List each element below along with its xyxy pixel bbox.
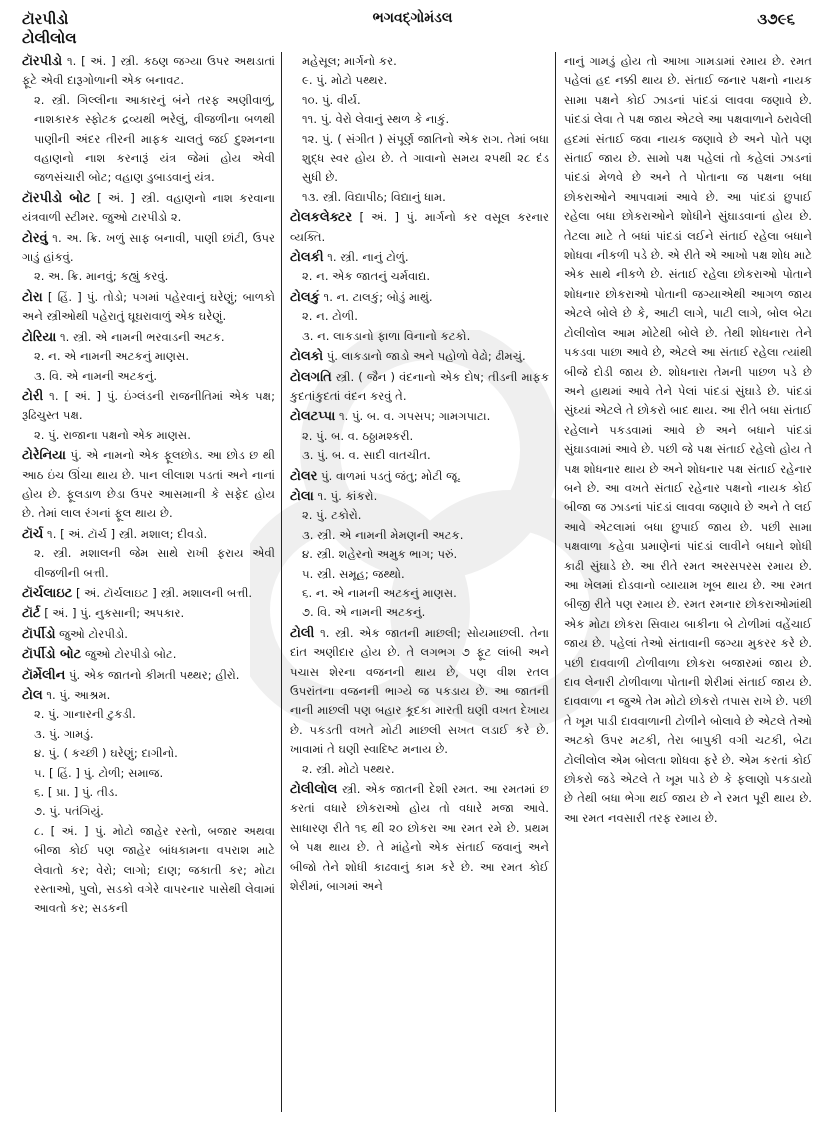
- column-middle: [281, 52, 555, 1112]
- headword: ટોલ: [22, 688, 43, 703]
- definition-text: સ્ત્રી. ( જૈન ) વંદનાનો એક દોષ; તીડની માફક કુદતાંકુદતાં વંદન કરવું તે.: [290, 369, 550, 403]
- headword: ટૉર્ચલાઇટ: [22, 585, 73, 601]
- sense: ૧૧. પું. વેરો લેવાનું સ્થળ કે નાકું.: [302, 112, 450, 127]
- headword: ટૉર્ચ: [22, 526, 44, 542]
- entry-definition: [22, 189, 275, 228]
- dictionary-entry: [22, 686, 275, 919]
- sense: મહેસૂલ; માર્ગનો કર.: [302, 54, 397, 68]
- dictionary-entry: [564, 52, 812, 828]
- dictionary-entry: [290, 624, 549, 779]
- sense: ૮. [ અં. ] પું. મોટો જાહેર રસ્તો, બજાર અથવા બીજા કોઈ પણ જાહેર બાંધકામના વપરાશ માટે લેવાતો કર; વેરો; લાગો; દાણ; જકાતી કર; મોટા રસ્તાઓ, પુલો, સડકો વગેરે વાપરનાર પાસેથી લેવામાં આવતો કર; સડકની: [34, 823, 275, 916]
- sense: ૩. સ્ત્રી. એ નામની મેમણની અટક.: [302, 527, 464, 542]
- headword: ટોલીલોલ: [290, 782, 338, 798]
- definition-text: ૧. સ્ત્રી. એક જાતની માછલી; સોયમાછલી. તેના દાંત અણીદાર હોય છે. તે લગભગ ૭ ફૂટ લાંબી અને પચાસ શેરના વજનની થાય છે, પણ વીશ રતલ ઉપરાંતના વજનની ભાગ્યે જ પકડાય છે. આ જાતની નાની માછલી પણ બહાર કૂદકા મારતી ઘણી વખત દેખાય છે. પકડતી વખતે મોટી માછલી સખત લડાઈ કરે છે. ખાવામાં તે ઘણી સ્વાદિષ્ટ મનાય છે.: [290, 625, 549, 757]
- sense: ૩. વિ. એ નામની અટકનું.: [34, 368, 158, 383]
- headword: ટોરા: [22, 289, 43, 305]
- headword: ટોલગતિ: [290, 369, 332, 385]
- sense: ૭. વિ. એ નામની અટકનું.: [302, 605, 426, 620]
- sense: ૨. ન. એક જાતનું ચર્મવાદ્ય.: [302, 269, 431, 284]
- sense: ૫. [ હિં. ] પું. ટોળી; સમાજ.: [34, 765, 164, 780]
- sense: ૨. સ્ત્રી. મશાલની જેમ સાથે રાખી ફરાય એવી વીજળીની બત્તી.: [34, 546, 275, 580]
- sense: ૪. સ્ત્રી. શહેરનો અમુક ભાગ; પરું.: [302, 547, 458, 562]
- definition-text: [ અં. ] પું. માર્ગનો કર વસૂલ કરનાર વ્યક્તિ.: [290, 210, 549, 244]
- dictionary-entry: [22, 288, 275, 327]
- headword: ટૉરપીડો: [22, 54, 63, 69]
- definition-text: ૧. અ. ક્રિ. ખળું સાફ બનાવી, પાણી છાંટી, ઉપર ગાડું હાંકવું.: [22, 230, 275, 265]
- entry-definition: [22, 666, 275, 685]
- dictionary-entry: [290, 52, 549, 207]
- sense: ૩. પું. બ. વ. સાદી વાતચીત.: [302, 448, 431, 463]
- headword: ટોલકલેક્ટર: [290, 210, 353, 226]
- entry-definition: [290, 780, 549, 896]
- dictionary-entry: [22, 446, 275, 524]
- dictionary-entry: [290, 467, 549, 486]
- definition-text: પું. એ નામનો એક ફૂલછોડ. આ છોડ છ થી આઠ ઇંચ ઊંચા થાય છે. પાન લીલાશ પડતાં અને નાનાં હોય છે. ફૂલડાળ છેડા ઉપર આસમાની કે સફેદ હોય છે. તેમાં લાલ રંગનાં ફૂલ થાય છે.: [22, 448, 276, 521]
- entry-definition: [22, 229, 275, 268]
- headword: ટોલકી: [290, 250, 324, 266]
- headword: ટોરવું: [22, 230, 48, 246]
- entry-definition: [290, 487, 549, 506]
- definition-text: [ અં. ] પું. નુકસાની; અપકાર.: [44, 606, 185, 621]
- dictionary-entry: [22, 666, 275, 685]
- sense: ૨. પું. બ. વ. ઠઠ્ઠામશ્કરી.: [302, 428, 414, 443]
- headword: ટોલર: [290, 468, 318, 484]
- guide-word-first: ટૉરપીડો: [22, 10, 69, 28]
- dictionary-entry: [22, 625, 275, 644]
- definition-text: ૧. સ્ત્રી. નાનું ટોળું.: [327, 250, 409, 265]
- column-left: [22, 52, 281, 1112]
- sense: ૨. પું. ગાનારની ટુકડી.: [34, 707, 136, 722]
- page-header: [0, 0, 825, 60]
- entry-definition: [22, 525, 275, 544]
- entry-definition: [290, 624, 549, 760]
- definition-text: [ અં. ] સ્ત્રી. વહાણનો નાશ કરવાના યંત્રવાળી સ્ટીમર. જુઓ ટારપીડો ૨.: [22, 190, 275, 225]
- entry-definition: [22, 446, 275, 524]
- entry-definition: [290, 467, 549, 486]
- dictionary-entry: [22, 645, 275, 664]
- definition-text: ૧. સ્ત્રી. એ નામની ભરવાડની અટક.: [60, 329, 225, 344]
- running-title: ભગવદ્ગોમંડલ: [372, 10, 453, 26]
- dictionary-entry: [290, 248, 549, 287]
- sense: ૯. પું. મોટો પથ્થર.: [302, 73, 388, 88]
- dictionary-entry: [290, 487, 549, 623]
- guide-word-last: ટોલીલોલ: [22, 29, 77, 47]
- sense: ૬. ન. એ નામની અટકનું માણસ.: [302, 585, 457, 600]
- headword: ટોલટપ્પા: [290, 409, 336, 425]
- headword: ટોરી: [22, 388, 44, 404]
- dictionary-entry: [22, 525, 275, 583]
- definition-text: [ અં. ટૉર્ચલાઇટ ] સ્ત્રી. મશાલની બત્તી.: [75, 585, 253, 600]
- sense: ૨. પું. ટકોરો.: [302, 508, 362, 523]
- definition-text: જુઓ ટોરપીડો.: [59, 626, 128, 641]
- column-right: [555, 52, 812, 1112]
- dictionary-entry: [22, 604, 275, 623]
- definition-text: પું. એક જાતનો કીમતી પથ્થર; હીરો.: [69, 667, 240, 682]
- entry-definition: [22, 387, 275, 426]
- dictionary-columns: [22, 52, 812, 1122]
- sense: ૪. પું. ( કચ્છી ) ઘરેણું; દાગીનો.: [34, 746, 178, 761]
- headword: ટોલકું: [290, 289, 320, 305]
- dictionary-entry: [22, 189, 275, 228]
- definition-text: ૧. પું. કાંકરો.: [317, 488, 378, 503]
- entry-definition: [290, 347, 549, 366]
- entry-definition: [22, 604, 275, 623]
- sense: ૨. સ્ત્રી. મોટો પથ્થર.: [302, 761, 395, 776]
- headword: ટૉર્પીડો: [22, 626, 56, 642]
- dictionary-entry: [290, 407, 549, 465]
- entry-definition: [22, 328, 275, 347]
- definition-text: ૧. [ અં. ] પું. ઇંગ્લંડની રાજનીતિમાં એક પક્ષ; રૂઢિચુસ્ત પક્ષ.: [22, 388, 276, 423]
- entry-definition: [290, 248, 549, 267]
- entry-definition: [290, 288, 549, 307]
- definition-text: જુઓ ટોરપીડો બોટ.: [84, 647, 177, 662]
- sense: ૭. પું. પતંગિયું.: [34, 804, 104, 819]
- headword: ટોરેનિયા: [22, 448, 66, 464]
- sense: ૨. અ. ક્રિ. માનવું; કહ્યું કરવું.: [34, 269, 169, 284]
- sense: ૩. પું. ગામડું.: [34, 726, 94, 741]
- definition-text: નાનું ગામડું હોય તો આખા ગામડામાં રમાય છે. રમત પહેલાં હદ નક્કી થાય છે. સંતાઈ જનાર પક્ષનો નાયક સામા પક્ષને કોઈ ઝાડનાં પાંદડાં લાવવા જણાવે છે. પાંદડાં લેવા તે પક્ષ જાય એટલે આ પક્ષવાળાને ઠરાવેલી હદમાં સંતાઈ જવા નાયક જણાવે છે અને પોતે પણ સંતાઈ જાય છે. સામો પક્ષ પહેલાં તો કહેલાં ઝાડનાં પાંદડાં મેળવે છે અને તે પોતાના જ પક્ષના બધા છોકરાઓને આપવામાં આવે છે. આ પાંદડાં છુપાઈ રહેલા બધા છોકરાઓને શોધીને સુંઘાડવાનાં હોય છે. તેટલા માટે તે બધાં પાંદડાં લઈને સંતાઈ રહેલા બધાને શોધવા નીકળી પડે છે. એ રીતે એ આખો પક્ષ શોધ માટે એક સાથે નીકળે છે. સંતાઈ રહેલા છોકરાઓ પોતાને શોધનાર છોકરાઓ પોતાની જગ્યાએથી આગળ જાય એટલે બોલે છે કે, આટી લાગે, પાટી લાગે, બોલ બેટા ટોલીલોલ આમ મોટેથી બોલે છે. તેથી શોધનારા તેને પકડવા પાછા આવે છે, એટલે આ સંતાઈ રહેલા ત્યાંથી બીજે દોડી જાય છે. શોધનારા તેમની પાછળ પડે છે અને હાથમાં આવે તેને પેલાં પાંદડાં સુંઘાડે છે. પાંદડાં સુંઘ્યાં એટલે તે છોકરો બાદ થાય. આ રીતે બધા સંતાઈ રહેલાને પકડવામાં આવે છે અને બધાને પાંદડાં સુંઘાડવામાં આવે છે. પછી જે પક્ષ સંતાઈ રહેલો હોય તે પક્ષ શોધનાર થાય છે અને શોધનાર પક્ષ સંતાઈ રહેનાર બને છે. આ વખતે સંતાઈ રહેનાર પક્ષનો નાયક કોઈ બીજા જ ઝાડનાં પાંદડાં લાવવા જણાવે છે અને તે લઈ આવે એટલામાં બધા છુપાઈ જાય છે. પછી સામા પક્ષવાળા કહેવા પ્રમાણેનાં પાંદડાં લાવીને બધાને શોધી કાઢી સુંઘાડે છે. આ રીતે રમત અરસપરસ રમાય છે. આ ખેલમાં દોડવાનો વ્યાયામ ખૂબ થાય છે. આ રમત બીજી રીતે પણ રમાય છે. રમત રમનાર છોકરાઓમાંથી એક મોટા છોકરા સિવાય બાકીના બે ટોળીમાં વહેંચાઈ જાય છે. પહેલાં તેઓ સંતાવાની જગ્યા મુકરર કરે છે. પછી દાવવાળી ટોળીવાળા છોકરા બજારમાં જાય છે. દાવ લેનારી ટોળીવાળા પોતાની શેરીમાં સંતાઈ જાય છે. દાવવાળા ન જુએ તેમ મોટો છોકરો તપાસ રાખે છે. પછી તે ખૂમ પાડી દાવવાળાની ટોળીને બોલાવે છે એટલે તેઓ અટકો ઉપર મટકી, તેરા બાપુકી વગી ચટકી, બેટા ટોલીલોલ એમ બોલતા શોધવા ફરે છે. એમ કરતાં કોઈ છોકરો જડે એટલે તે ખૂમ પાડે છે કે ફલાણો પકડાયો છે તેથી બધા ભેગા થઈ જાય છે ને રમત પૂરી થાય છે. આ રમત નવસારી તરફ રમાય છે.: [564, 54, 812, 825]
- entry-definition: [290, 208, 549, 247]
- entry-definition: [22, 52, 275, 91]
- entry-definition: [290, 407, 549, 426]
- headword: ટૉરપીડો બોટ: [22, 190, 91, 206]
- sense: ૨. ન. ટોળી.: [302, 309, 358, 324]
- entry-definition: [22, 645, 275, 664]
- entry-definition: [22, 686, 275, 705]
- sense: ૨. સ્ત્રી. ગિલ્લીના આકારનું બંને તરફ અણીવાળું, નાશકારક સ્ફોટક દ્રવ્યથી ભરેલું, વીજળીના બળથી પાણીની અંદર તીરની માફક ચાલતું જઈ દુશ્મનના વહાણનો નાશ કરનારૂં યંત્ર જેમાં હોય એવી જળસંચારી બોટ; વહાણ ડુબાડવાનું યંત્ર.: [34, 92, 275, 185]
- headword: ટૉર્ટ: [22, 606, 41, 622]
- entry-definition: [564, 52, 812, 828]
- entry-definition: [22, 625, 275, 644]
- dictionary-entry: [22, 52, 275, 188]
- dictionary-entry: [290, 780, 549, 896]
- sense: ૬. [ પ્રા. ] પું. તીડ.: [34, 785, 118, 800]
- sense: ૧૨. પું. ( સંગીત ) સંપૂર્ણ જાતિનો એક રાગ. તેમાં બધા શુદ્ધ સ્વર હોય છે. તે ગાવાનો સમય ૨૫થી ૨૮ દંડ સુધી છે.: [302, 131, 549, 185]
- dictionary-entry: [22, 387, 275, 445]
- definition-text: [ હિં. ] પું. તોડો; પગમાં પહેરવાનું ઘરેણું; બાળકો અને સ્ત્રીઓથી પહેરાતું ઘૂઘરાવાળું એક ઘરેણું.: [22, 289, 275, 324]
- headword: ટોલા: [290, 488, 314, 504]
- entry-definition: [22, 584, 275, 603]
- dictionary-entry: [22, 229, 275, 287]
- sense: ૧૦. પું. વીર્ય.: [302, 92, 361, 107]
- headword: ટોલકો: [290, 349, 324, 365]
- sense: ૨. પું. રાજાના પક્ષનો એક માણસ.: [34, 427, 191, 442]
- headword: ટૉર્પીડો બોટ: [22, 647, 82, 663]
- sense: ૫. સ્ત્રી. સમૂહ; જથ્થો.: [302, 566, 405, 581]
- sense: ૩. ન. લાકડાનો ફાળા વિનાનો કટકો.: [302, 328, 471, 343]
- dictionary-entry: [22, 328, 275, 386]
- definition-text: ૧. [ અં. ] સ્ત્રી. કઠણ જગ્યા ઉપર અથડાતાં ફૂટે એવી દારૂગોળાની એક બનાવટ.: [22, 54, 275, 88]
- dictionary-entry: [290, 368, 549, 407]
- entry-definition: [290, 368, 549, 407]
- dictionary-entry: [290, 288, 549, 346]
- headword: ટોરિયા: [22, 329, 57, 345]
- dictionary-entry: [290, 347, 549, 366]
- definition-text: ૧. ન. ટાલકું; બોડું માથું.: [323, 289, 433, 304]
- sense: ૨. ન. એ નામની અટકનું માણસ.: [34, 349, 190, 364]
- page-number: ૩૭૯૬: [757, 10, 795, 28]
- entry-definition: [22, 288, 275, 327]
- sense: ૧૩. સ્ત્રી. વિદ્યાપીઠ; વિદ્યાનું ધામ.: [302, 189, 446, 204]
- definition-text: પું. વાળમાં પડતું જંતુ; મોટી જૂ.: [321, 468, 461, 483]
- dictionary-entry: [290, 208, 549, 247]
- definition-text: પું. લાકડાનો જાડો અને પહોળો વેઢો; ઢીમચું.: [326, 349, 526, 364]
- headword: ટૉર્મેલીન: [22, 667, 66, 683]
- definition-text: ૧. [ અં. ટૉર્ચ ] સ્ત્રી. મશાલ; દીવડો.: [47, 526, 208, 541]
- definition-text: સ્ત્રી. એક જાતની દેશી રમત. આ રમતમાં છ કરતાં વધારે છોકરાઓ હોય તો વધારે મજા આવે. સાધારણ રીતે ૧૬ થી ૨૦ છોકરા આ રમત રમે છે. પ્રથમ બે પક્ષ થાય છે. તે માંહેનો એક સંતાઈ જવાનું અને બીજો તેને શોધી કાઢવાનું કામ કરે છે. આ રમત કોઈ શેરીમાં, બાગમાં અને: [290, 782, 550, 894]
- definition-text: ૧. પું. આશ્રમ.: [46, 688, 111, 702]
- definition-text: ૧. પું. બ. વ. ગપસપ; ગામગપાટા.: [338, 409, 491, 424]
- headword: ટોલી: [290, 625, 315, 641]
- dictionary-entry: [22, 584, 275, 603]
